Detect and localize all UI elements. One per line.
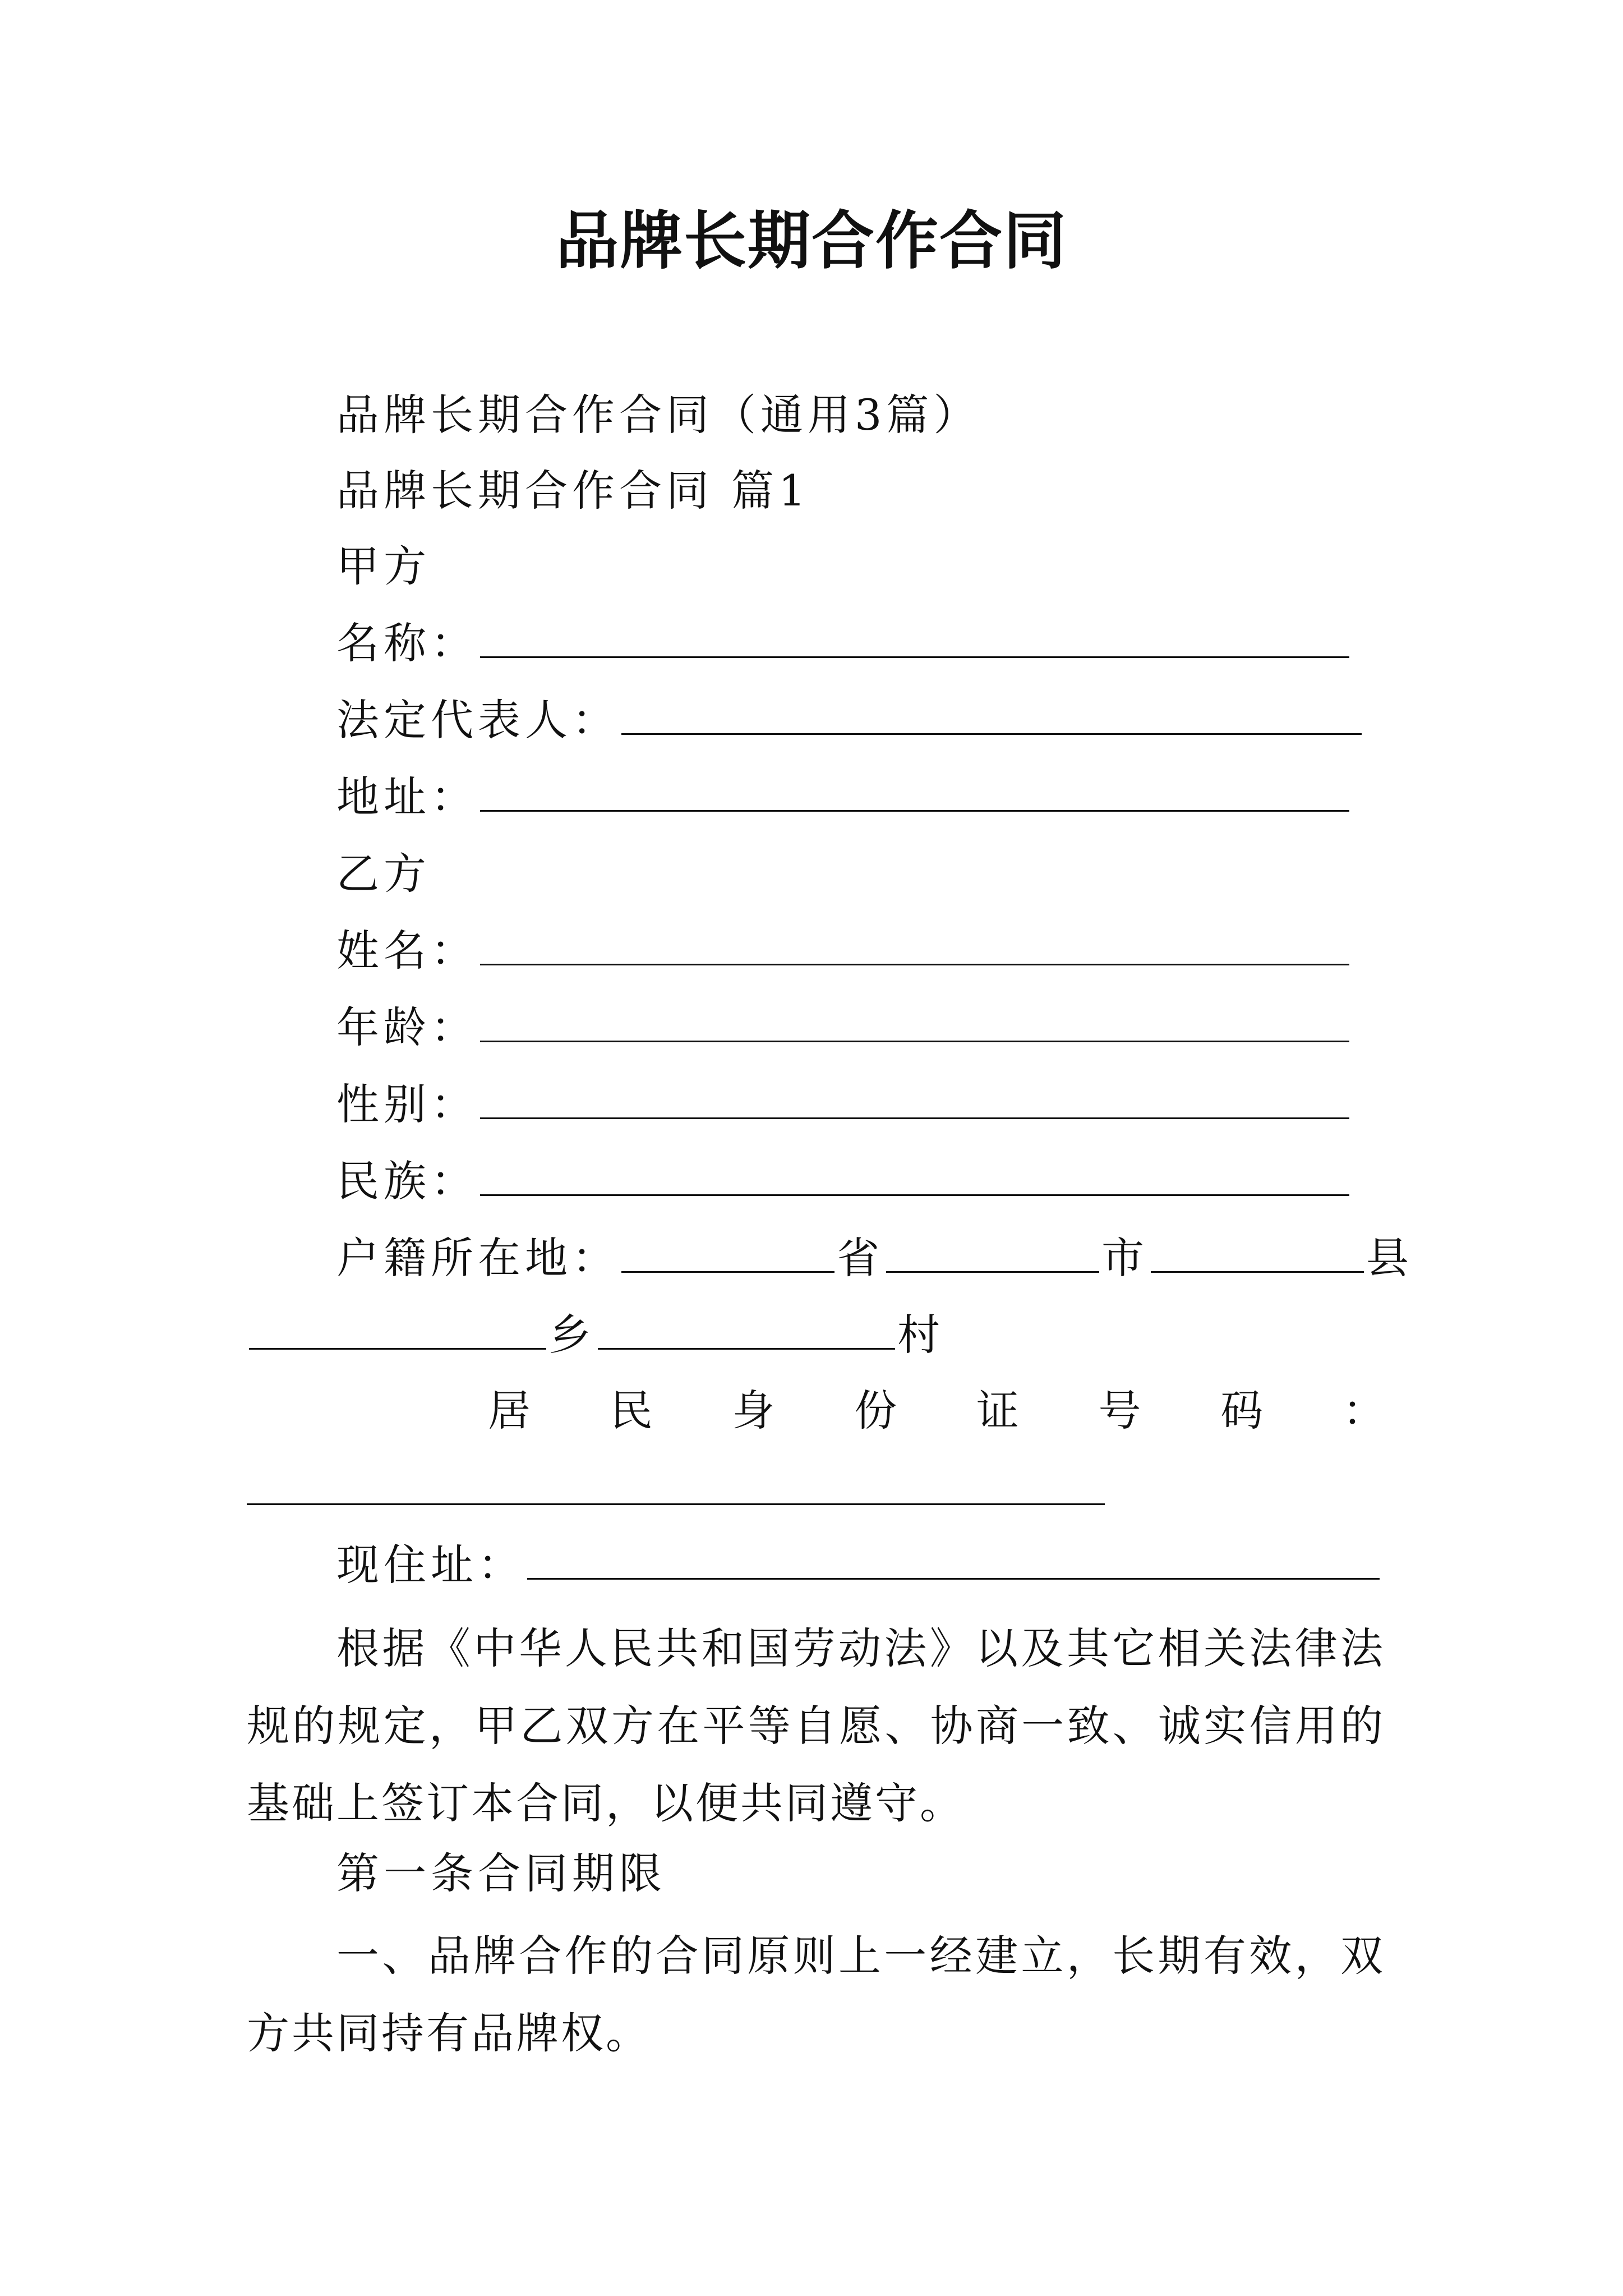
id-char: 码 bbox=[1220, 1386, 1264, 1435]
id-number-label bbox=[488, 1383, 1385, 1439]
party-a-legal-rep-row bbox=[336, 692, 1364, 748]
intro-paragraph: 根据《中华人民共和国劳动法》以及其它相关法律法规的规定，甲乙双方在平等自愿、协商一致、诚实信用的基础上签订本合同，以便共同遵守。 bbox=[247, 1623, 1385, 1828]
id-char: 民 bbox=[610, 1386, 653, 1435]
party-b-name-blank bbox=[480, 930, 1349, 965]
province-blank bbox=[621, 1237, 834, 1273]
current-address-blank bbox=[527, 1544, 1380, 1580]
city-blank bbox=[886, 1237, 1099, 1273]
party-b-ethnicity-blank bbox=[480, 1161, 1349, 1196]
field-label: 法定代表人： bbox=[336, 695, 619, 745]
field-label: 名称： bbox=[336, 618, 478, 668]
village-blank bbox=[598, 1314, 895, 1350]
township-label: 乡 bbox=[548, 1310, 596, 1360]
city-label: 市 bbox=[1101, 1233, 1149, 1283]
village-label: 村 bbox=[897, 1310, 944, 1360]
party-a-name-row bbox=[336, 615, 1352, 671]
party-b-name-row bbox=[336, 923, 1352, 979]
id-char: 身 bbox=[732, 1386, 775, 1435]
document-title: 品牌长期合作合同 bbox=[556, 204, 1067, 278]
field-label: 姓名： bbox=[336, 926, 478, 976]
party-a-legal-rep-blank bbox=[621, 700, 1362, 735]
party-b-ethnicity-row bbox=[336, 1153, 1352, 1209]
id-char: ： bbox=[1342, 1386, 1385, 1435]
party-b-hukou-row-2 bbox=[247, 1307, 944, 1363]
field-label: 现住址： bbox=[336, 1540, 525, 1590]
party-b-age-blank bbox=[480, 1007, 1349, 1042]
party-a-address-row bbox=[336, 769, 1352, 825]
document-subtitle: 品牌长期合作合同（通用3篇） bbox=[336, 390, 981, 440]
id-char: 证 bbox=[976, 1386, 1019, 1435]
party-b-heading: 乙方 bbox=[336, 849, 431, 899]
article-1-heading: 第一条合同期限 bbox=[336, 1848, 666, 1898]
part-heading: 品牌长期合作合同 篇1 bbox=[336, 466, 810, 516]
id-char: 居 bbox=[488, 1386, 531, 1435]
province-label: 省 bbox=[837, 1233, 884, 1283]
party-b-gender-row bbox=[336, 1076, 1352, 1133]
party-a-heading: 甲方 bbox=[336, 541, 431, 591]
party-b-gender-blank bbox=[480, 1084, 1349, 1119]
field-label: 民族： bbox=[336, 1156, 478, 1206]
field-label: 户籍所在地： bbox=[336, 1233, 619, 1283]
field-label: 地址： bbox=[336, 772, 478, 822]
id-char: 号 bbox=[1098, 1386, 1141, 1435]
county-label: 县 bbox=[1366, 1233, 1413, 1283]
id-char: 份 bbox=[854, 1386, 897, 1435]
party-a-name-blank bbox=[480, 623, 1349, 658]
township-blank bbox=[249, 1314, 546, 1350]
field-label: 年龄： bbox=[336, 1002, 478, 1052]
field-label: 性别： bbox=[336, 1079, 478, 1129]
county-blank bbox=[1151, 1237, 1364, 1273]
party-b-hukou-row bbox=[336, 1230, 1413, 1286]
party-a-address-blank bbox=[480, 776, 1349, 812]
current-address-row bbox=[336, 1537, 1382, 1593]
id-number-blank bbox=[247, 1503, 1105, 1505]
article-1-item-1: 一、品牌合作的合同原则上一经建立，长期有效，双方共同持有品牌权。 bbox=[247, 1931, 1385, 2058]
party-b-age-row bbox=[336, 1000, 1352, 1056]
